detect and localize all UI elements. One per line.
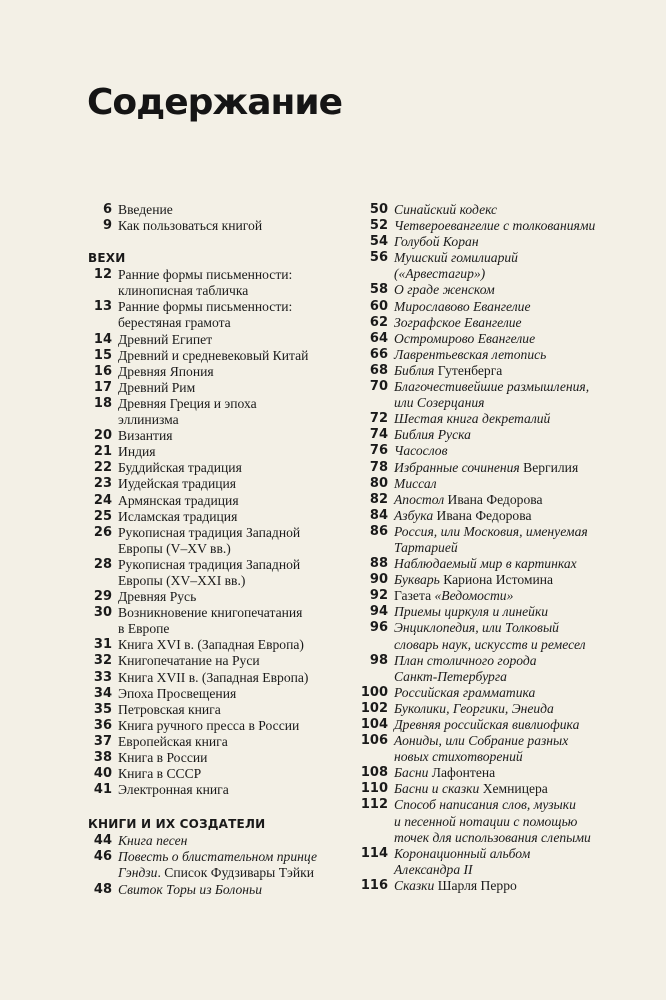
toc-page-number: 32 [93,653,112,669]
toc-entry-title [118,686,348,702]
toc-entry-text: Зографское Евангелие [394,314,522,330]
toc-page-number: 20 [93,428,112,444]
toc-entry-text: Благочестивейшие размышления, [394,379,590,395]
toc-entry-title [394,572,608,588]
toc-entry-title [394,315,608,331]
toc-entry-title [118,493,348,509]
toc-entry-text: Мирославово Евангелие [394,298,531,314]
toc-entry-title [118,589,348,605]
toc-entry-title [118,299,348,331]
toc-entry-text: Россия, или Московия, именуемая [394,523,588,539]
toc-entry [358,411,608,427]
toc-entry-text: Ранние формы письменности: [118,299,293,315]
toc-entry-text: («Арвестагир») [394,266,486,282]
toc-entry-title [118,637,348,653]
toc-entry-text: Византия [118,428,173,444]
toc-page-number: 46 [93,849,112,865]
toc-entry-title [118,476,348,492]
toc-page-number: 80 [369,475,388,491]
toc-entry-title [118,428,348,444]
toc-entry-title [118,718,348,734]
toc-entry-text: Гэндзи [118,865,158,881]
toc-page-number: 100 [360,684,388,700]
toc-page-number: 88 [369,556,388,572]
toc-entry-title [394,347,608,363]
toc-entry-text: Наблюдаемый мир в картинках [394,556,577,572]
toc-entry-title [394,411,608,427]
toc-entry-title [394,588,608,604]
toc-page-number: 70 [369,379,388,395]
toc-left-column [86,202,348,898]
toc-entry [358,781,608,797]
toc-entry-text: Древняя Япония [118,363,214,379]
toc-entry-text: Часослов [394,443,448,459]
toc-entry [358,443,608,459]
toc-entry [358,878,608,894]
toc-section-vehi-list [86,267,348,798]
toc-entry [86,589,348,605]
toc-entry-title [394,234,608,250]
toc-entry [358,476,608,492]
toc-entry-title [118,605,348,637]
toc-entry-text: Рукописная традиция Западной [118,524,301,540]
toc-entry-title [394,202,608,218]
toc-page-number: 110 [360,781,388,797]
toc-entry [358,218,608,234]
toc-entry-text: Европейская книга [118,733,228,749]
toc-entry-title [394,604,608,620]
toc-page-number: 38 [93,750,112,765]
toc-page-number: 112 [360,797,388,813]
toc-entry-title [118,267,348,299]
toc-entry-title [394,379,608,411]
toc-entry-text: О граде женском [394,282,495,298]
toc-page-number: 29 [93,589,112,605]
toc-entry [358,250,608,282]
toc-entry-title [394,250,608,282]
toc-entry-text: Александра II [394,861,473,877]
toc-entry-text: Буколики, Георгики, Энеида [394,700,554,716]
toc-entry-title [394,797,608,845]
toc-entry [86,525,348,557]
toc-entry-title [118,509,348,525]
toc-entry [358,460,608,476]
toc-entry-text: Азбука [394,507,434,523]
toc-entry-text: Газета [394,588,435,604]
toc-entry-title [118,444,348,460]
toc-page-number: 13 [93,299,112,315]
toc-entry-text: Российская грамматика [394,684,536,700]
toc-page-number: 114 [360,845,388,861]
toc-entry [358,282,608,298]
toc-entry-text: Голубой Коран [394,234,479,250]
toc-entry-title [394,460,608,476]
toc-entry-text: Европы (XV–XXI вв.) [118,572,246,588]
toc-page-number: 104 [360,717,388,732]
toc-entry-text: и песенной нотации с помощью [394,813,578,829]
toc-entry-title [118,460,348,476]
toc-entry-text: Эпоха Просвещения [118,685,237,701]
toc-entry [358,733,608,765]
toc-entry-text: в Европе [118,621,170,637]
toc-entry-title [394,685,608,701]
toc-page-number: 74 [369,427,388,443]
toc-entry-text: Остромирово Евангелие [394,330,536,346]
toc-entry-text: Свиток Торы из Болоньи [118,881,262,897]
toc-entry-text: Энциклопедия, или Толковый [394,620,559,636]
toc-entry-text: Миссал [394,475,437,491]
toc-page-number: 6 [102,202,112,217]
toc-entry [358,508,608,524]
toc-entry [358,234,608,250]
toc-entry-text: Книга песен [118,833,188,849]
toc-entry-title [394,846,608,878]
toc-page-number: 90 [369,572,388,588]
toc-entry-text: Книга в СССР [118,766,202,782]
toc-entry-text: Аониды, или Собрание разных [394,733,569,749]
toc-entry [86,364,348,380]
toc-entry-text: словарь наук, искусств и ремесел [394,636,586,652]
toc-entry-text: эллинизма [118,412,179,428]
toc-page-number: 18 [93,395,112,411]
toc-entry-text: Басни и сказки [394,781,480,797]
toc-entry-text: Книгопечатание на Руси [118,653,260,669]
toc-entry [86,750,348,766]
toc-entry-title [394,427,608,443]
toc-entry-text: «Ведомости» [434,588,514,604]
toc-entry-title [118,332,348,348]
toc-entry [86,849,348,881]
toc-entry [358,588,608,604]
toc-entry-text: План столичного города [394,652,537,668]
toc-entry-text: Шарля Перро [434,877,517,893]
toc-entry [86,476,348,492]
toc-page-number: 22 [93,460,112,476]
toc-entry [358,556,608,572]
toc-entry-text: Древний Египет [118,331,213,347]
toc-entry-title [394,620,608,652]
toc-entry-text: Лаврентьевская летопись [394,346,547,362]
toc-page-number: 16 [93,363,112,379]
toc-entry-text: клинописная табличка [118,283,249,299]
toc-entry-title [118,364,348,380]
toc-page-number: 50 [369,202,388,217]
toc-page-number: 76 [369,443,388,459]
toc-entry-title [394,781,608,797]
toc-entry-title [118,218,348,234]
toc-entry-text: Хемницера [479,781,548,797]
toc-entry-text: Санкт-Петербурга [394,668,507,684]
toc-entry-title [118,348,348,364]
toc-entry [86,882,348,898]
toc-page-number: 44 [93,833,112,849]
toc-entry [86,637,348,653]
page-title: Содержание [87,82,343,123]
toc-entry [358,765,608,781]
toc-entry [86,718,348,734]
toc-entry [86,734,348,750]
toc-page-number: 23 [93,476,112,492]
toc-page-number: 62 [369,314,388,330]
toc-entry-text: Избранные сочинения [394,459,520,475]
toc-entry-text: Иудейская традиция [118,476,237,492]
toc-page-number: 92 [369,588,388,604]
toc-entry [86,686,348,702]
toc-entry-text: Европы (V–XV вв.) [118,540,231,556]
toc-entry-text: Петровская книга [118,701,221,717]
toc-entry-text: Повесть о блистательном принце [118,849,318,865]
toc-entry [358,620,608,652]
toc-entry-text: Как пользоваться книгой [118,218,263,234]
toc-entry-text: Шестая книга декреталий [394,411,551,427]
toc-entry [358,379,608,411]
toc-entry-text: Басни [394,765,429,781]
toc-entry-text: Синайский кодекс [394,202,497,217]
toc-page-number: 56 [369,250,388,266]
toc-entry-title [118,833,348,849]
toc-entry [86,380,348,396]
toc-entry [358,653,608,685]
toc-entry-text: Библия [394,362,435,378]
toc-entry-text: Древняя Русь [118,589,197,605]
toc-entry [358,685,608,701]
toc-entry-title [118,380,348,396]
toc-page-number: 37 [93,733,112,749]
toc-entry-title [394,653,608,685]
toc-entry-title [118,396,348,428]
toc-entry [358,846,608,878]
toc-right-list [358,202,608,894]
toc-entry-text: Гутенберга [434,362,503,378]
toc-entry-text: Лафонтена [428,765,496,781]
toc-entry-title [394,733,608,765]
toc-page-number: 106 [360,733,388,749]
toc-entry-title [394,508,608,524]
toc-entry-text: Тартарией [394,539,458,555]
toc-page-number: 15 [93,347,112,363]
toc-entry [358,331,608,347]
toc-page-number: 60 [369,298,388,314]
toc-entry-text: точек для использования слепыми [394,829,591,845]
toc-page-number: 108 [360,765,388,781]
toc-entry-title [394,299,608,315]
toc-entry [358,427,608,443]
toc-entry [86,444,348,460]
toc-page-number: 82 [369,491,388,507]
toc-page-number: 94 [369,604,388,620]
toc-page-number: 72 [369,411,388,427]
toc-entry [358,299,608,315]
toc-entry [358,363,608,379]
toc-entry-title [394,524,608,556]
toc-entry-title [394,765,608,781]
toc-entry-text: Древний Рим [118,379,196,395]
toc-entry-text: Апостол [394,491,445,507]
toc-entry [86,202,348,218]
toc-page-number: 9 [102,218,112,234]
toc-entry-text: Исламская традиция [118,508,238,524]
toc-page-number: 36 [93,717,112,733]
toc-page-number: 58 [369,282,388,298]
toc-entry [86,702,348,718]
toc-entry-title [118,750,348,766]
toc-page-number: 84 [369,507,388,523]
toc-entry-text: Возникновение книгопечатания [118,605,303,621]
toc-entry-text: Приемы циркуля и линейки [394,604,549,620]
toc-page-number: 12 [93,267,112,283]
toc-entry-title [394,556,608,572]
toc-entry-title [394,282,608,298]
toc-entry [86,605,348,637]
toc-entry [86,766,348,782]
toc-entry [358,202,608,218]
toc-entry-title [118,202,348,218]
toc-entry-title [118,766,348,782]
toc-page-number: 33 [93,669,112,685]
toc-page-number: 30 [93,605,112,621]
toc-entry [86,509,348,525]
toc-entry-text: Древний и средневековый Китай [118,347,309,363]
toc-page-number: 78 [369,459,388,475]
toc-entry [86,493,348,509]
toc-entry [86,332,348,348]
toc-entry-text: Вергилия [519,459,579,475]
toc-entry-title [394,878,608,894]
toc-entry [358,315,608,331]
toc-entry [358,604,608,620]
toc-entry [358,717,608,733]
toc-entry-text: Древняя Греция и эпоха [118,395,257,411]
toc-entry-text: Буддийская традиция [118,460,242,476]
toc-entry-title [118,734,348,750]
toc-page-number: 17 [93,379,112,395]
toc-entry-text: Книга в России [118,750,208,765]
toc-entry [86,218,348,234]
toc-page-number: 26 [93,524,112,540]
toc-entry-text: Ивана Федорова [433,507,532,523]
toc-entry-title [394,331,608,347]
toc-entry [86,460,348,476]
toc-entry-text: берестяная грамота [118,315,231,331]
toc-entry [86,428,348,444]
toc-page-number: 28 [93,556,112,572]
toc-entry-title [394,363,608,379]
toc-right-column [358,202,608,894]
toc-page-number: 40 [93,766,112,782]
toc-entry [86,833,348,849]
toc-entry-text: Четвероевангелие с толкованиями [394,218,596,234]
toc-entry-title [118,849,348,881]
toc-entry [358,347,608,363]
toc-entry [86,267,348,299]
toc-entry-text: Коронационный альбом [394,845,531,861]
toc-entry-title [118,702,348,718]
toc-entry-text: Древняя российская вивлиофика [394,717,580,732]
toc-entry-text: или Созерцания [394,395,485,411]
toc-entry-text: Библия Руска [394,427,471,443]
toc-section-books-list [86,833,348,897]
toc-entry [358,524,608,556]
toc-page-number: 31 [93,637,112,653]
toc-entry-text: Рукописная традиция Западной [118,556,301,572]
toc-page-number: 14 [93,331,112,347]
toc-page-number: 68 [369,362,388,378]
toc-entry-title [394,717,608,733]
toc-entry [86,396,348,428]
section-heading-books-and-creators: КНИГИ И ИХ СОЗДАТЕЛИ [88,817,266,832]
toc-entry-text: Введение [118,202,173,217]
toc-entry [358,492,608,508]
toc-entry-title [118,782,348,798]
toc-page-number: 24 [93,492,112,508]
toc-page-number: 66 [369,346,388,362]
toc-entry-text: Ранние формы письменности: [118,267,293,283]
toc-entry-text: Сказки [394,877,435,893]
toc-page-number: 86 [369,523,388,539]
toc-entry-title [394,443,608,459]
toc-page-number: 116 [360,877,388,893]
toc-entry-title [394,218,608,234]
toc-entry-title [394,492,608,508]
toc-page-number: 102 [360,700,388,716]
toc-entry-text: Мушский гомилиарий [394,250,518,266]
toc-page-number: 35 [93,701,112,717]
toc-entry-text: Книга ручного пресса в России [118,717,300,733]
toc-entry-text: Индия [118,444,156,460]
toc-entry-title [394,476,608,492]
toc-page-number: 21 [93,444,112,460]
toc-entry-title [394,701,608,717]
toc-entry [86,557,348,589]
toc-entry [86,653,348,669]
toc-entry-title [118,670,348,686]
toc-entry-title [118,653,348,669]
toc-entry-text: Книга XVII в. (Западная Европа) [118,669,309,685]
toc-entry-text: Электронная книга [118,782,229,798]
toc-entry-title [118,557,348,589]
toc-page-number: 54 [369,234,388,250]
toc-page-number: 41 [93,782,112,798]
toc-intro-list [86,202,348,234]
section-heading-vehi: ВЕХИ [88,251,126,266]
toc-page-number: 96 [369,620,388,636]
toc-entry [358,572,608,588]
toc-entry-text: Кариона Истомина [439,572,554,588]
toc-entry-text: Армянская традиция [118,492,239,508]
toc-entry-text: . Список Фудзивары Тэйки [157,865,314,881]
toc-page-number: 52 [369,218,388,234]
toc-entry-title [118,525,348,557]
toc-entry [86,782,348,798]
toc-entry [86,299,348,331]
toc-entry [358,701,608,717]
toc-entry [86,670,348,686]
toc-entry-title [118,882,348,898]
toc-page-number: 25 [93,508,112,524]
toc-page-number: 98 [369,652,388,668]
toc-entry [86,348,348,364]
toc-entry-text: Книга XVI в. (Западная Европа) [118,637,304,653]
toc-entry-text: Букварь [394,572,440,588]
toc-entry [358,797,608,845]
toc-entry-text: новых стихотворений [394,749,523,765]
toc-page-number: 34 [93,685,112,701]
toc-page-number: 48 [93,881,112,897]
toc-page-number: 64 [369,330,388,346]
toc-entry-text: Способ написания слов, музыки [394,797,576,813]
toc-entry-text: Ивана Федорова [444,491,543,507]
